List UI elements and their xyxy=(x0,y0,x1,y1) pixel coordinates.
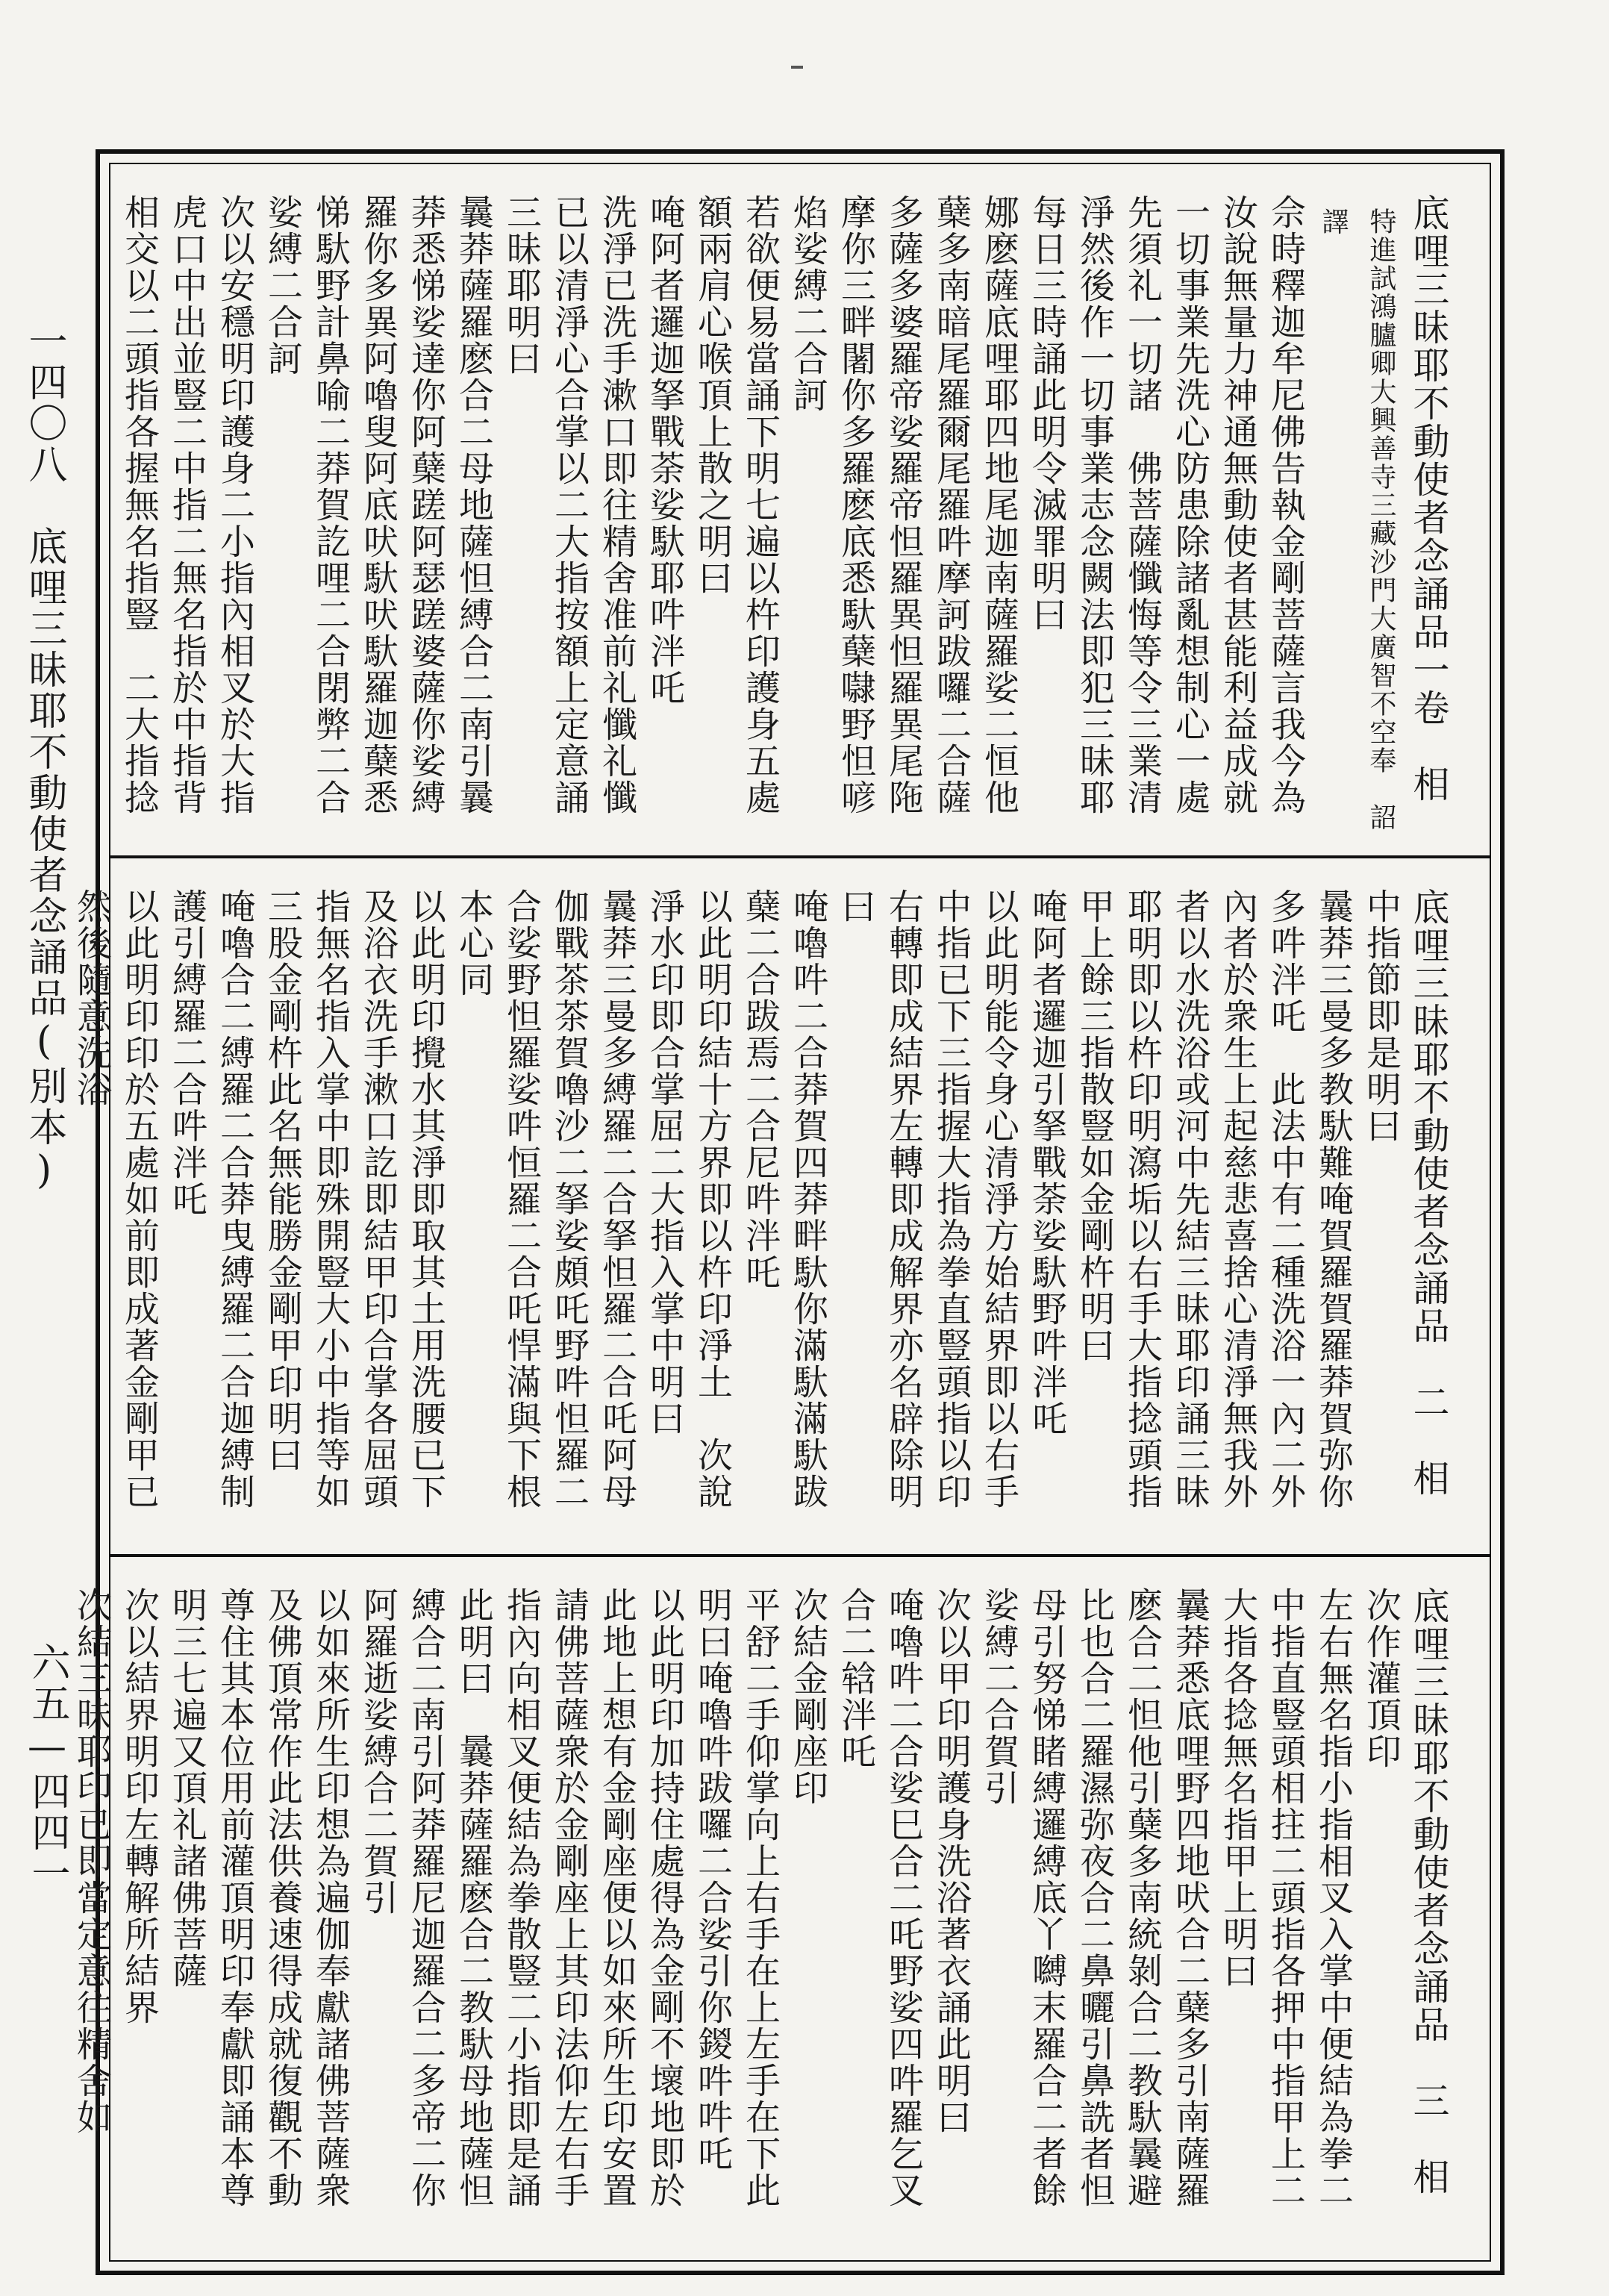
panel-2-para: 中指節即是明曰 xyxy=(1360,888,1402,1144)
panel-1-para: 次以安穩明印護身二小指內相叉於大指虎口中出並豎二中指二無名指於中指背相交以二頭指各握無名指豎 二大指捻 xyxy=(119,194,255,816)
panel-2-para: 曩莽三曼多縛羅二合拏怛羅二合吒阿母伽戰茶茶賀嚕沙二拏娑頗吒野吽怛羅二合娑野怛羅娑吽恒羅二合吒悍滿與下根本心同 xyxy=(453,888,637,1510)
panel-2-para: 以此明印印於五處如前即成著金剛甲已然後隨意洗浴 xyxy=(71,888,160,1510)
panel-3-para: 左右無名指小指相叉入掌中便結為拳二中指直豎頭相拄二頭指各押中指甲上二大指各捻無名指甲上明曰 xyxy=(1217,1587,1354,2209)
margin-title: 一四〇八 底哩三昧耶不動使者念誦品(別本) xyxy=(22,321,66,1195)
panel-1 xyxy=(110,164,1490,858)
panel-3-para: 以此明印加持住處得為金剛不壞地即於此地上想有金剛座便以如來所生印安置請佛菩薩衆於金剛座上其印法仰左右手指內向相叉便結為拳散豎二小指即是誦此明曰 曩莽薩羅麽合二教馱母地薩怛縛合二南引阿莽羅尼迦羅合二多帝二你阿羅逝娑縛合二賀引 xyxy=(357,1587,685,2209)
panel-3-para: 以如來所生印想為遍伽奉獻諸佛菩薩衆及佛頂常作此法供養速得成就復觀不動尊住其本位用前灌頂明印奉獻即誦本尊明三七遍又頂礼諸佛菩薩 xyxy=(166,1587,351,2209)
panel-2-para: 唵嚕吽二合莽賀四莽畔馱你滿馱滿馱跋蘖二合跋焉二合尼吽泮吒 xyxy=(740,888,828,1510)
panel-3-title: 底哩三昧耶不動使者念誦品 三 相 xyxy=(1408,1587,1450,2196)
panel-2-para: 唵阿者邏迦引拏戰荼娑馱野吽泮吒 xyxy=(1026,888,1067,1437)
panel-3-para: 次結三昧耶印已即當定意往精舍如 xyxy=(71,1587,112,2136)
panel-3-para: 次以結界明印左轉解所結界 xyxy=(119,1587,160,2026)
panel-3-para: 次結金剛座印 xyxy=(787,1587,828,1806)
panel-2-text xyxy=(67,888,1452,1532)
panel-1-para: 洗淨已洗手漱口即往精舍准前礼懺礼懺已以清淨心合掌以二大指按額上定意誦三昧耶明曰 xyxy=(501,194,637,816)
panel-1-text xyxy=(115,194,1452,833)
panel-3-para: 次作灌頂印 xyxy=(1360,1587,1402,1770)
frame-inner xyxy=(71,163,1491,2262)
panel-2-title: 底哩三昧耶不動使者念誦品 二 相 xyxy=(1408,888,1450,1497)
panel-1-para: 娜麽薩底哩耶四地尾迦南薩羅娑二恒他蘖多南暗尾羅爾尾羅吽摩訶跋囉二合薩多薩多婆羅帝娑羅帝怛羅異怛羅異尾陁摩你三畔闍你多羅麽底悉馱蘖㘑野怛喭焰娑縛二合訶 xyxy=(787,194,1019,816)
panel-3-para: 平舒二手仰掌向上右手在上左手在下此明曰唵嚕吽跋囉二合娑引你鍐吽吽吒 xyxy=(692,1587,781,2209)
panel-1-para: 曩莽薩羅麽合二母地薩怛縛合二南引曩莽悉悌娑達你阿蘖蹉阿瑟蹉婆薩你娑縛羅你多異阿嚕叟阿底吠馱吠馱羅迦蘖悉悌馱野計鼻喻二莽賀訖哩二合閉弊二合娑縛二合訶 xyxy=(262,194,494,816)
panel-2-para: 以此明能令身心清淨方始結界即以右手中指已下三指握大指為拳直豎頭指以印右轉即成結界左轉即成解界亦名辟除明曰 xyxy=(835,888,1019,1510)
panel-3-text xyxy=(67,1587,1452,2238)
panel-1-para: 若欲便易當誦下明七遍以杵印護身五處額兩肩心喉頂上散之明曰 xyxy=(692,194,781,816)
scan-mark xyxy=(791,66,803,69)
panel-1-title: 底哩三昧耶不動使者念誦品一卷 相 xyxy=(1408,194,1450,803)
panel-3 xyxy=(71,1557,1490,2260)
panel-3-para: 唵嚕吽二合娑巳合二吒野娑四吽羅乞叉合二𤚥泮吒 xyxy=(835,1587,924,2209)
panel-2-para: 以此明印攪水其淨即取其土用洗腰已下及浴衣洗手漱口訖即結甲印合掌各屈頭指無名指入掌中即殊開豎大小中指等如三股金剛杵此名無能勝金剛甲印明曰 xyxy=(262,888,446,1510)
panel-3-para: 曩莽悉底哩野四地吠合二蘖多引南薩羅麽合二怛他引蘖多南統剝合二教馱曩避比也合二羅濕弥夜合二鼻曬引鼻詵者怛母引努悌睹縛邏縛底丫嚩末羅合二者餘娑縛二合賀引 xyxy=(978,1587,1210,2209)
margin-page-number: 六五—四四一 xyxy=(25,1642,69,1894)
panel-2-para: 曩莽三曼多教馱難唵賀羅賀羅莽賀弥你多吽泮吒 此法中有二種洗浴一內二外內者於衆生上起慈悲喜捨心清淨無我外者以水洗浴或河中先結三昧耶印誦三昧耶明即以杵印明瀉垢以右手大指捻頭指甲上餘三指散豎如金剛杵明曰 xyxy=(1074,888,1354,1510)
panel-2 xyxy=(71,858,1490,1557)
panel-2-para: 唵嚕合二縛羅二合莽曳縛羅二合迦縛制護引縛羅二合吽泮吒 xyxy=(166,888,255,1510)
page-frame xyxy=(71,149,1505,2275)
panel-1-subtitle: 特進試鴻臚卿大興善寺三藏沙門大廣智不空奉 詔譯 xyxy=(1318,208,1396,832)
panel-2-para: 以此明印結十方界即以杵印淨土 次說淨水印即合掌屈二大指入掌中明曰 xyxy=(644,888,733,1510)
panel-1-para: 唵阿者邏迦拏戰荼娑馱耶吽泮吒 xyxy=(644,194,685,706)
panel-3-para: 次以甲印明護身洗浴著衣誦此明曰 xyxy=(931,1587,972,2136)
panel-1-para: 佘時釋迦牟尼佛告執金剛菩薩言我今為汝說無量力神通無動使者甚能利益成就一切事業先洗心防患除諸亂想制心一處先須礼一切諸 佛菩薩懺悔等令三業清淨然後作一切事業志念闕法即犯三昧耶每日三時誦此明令滅罪明曰 xyxy=(1026,194,1306,816)
